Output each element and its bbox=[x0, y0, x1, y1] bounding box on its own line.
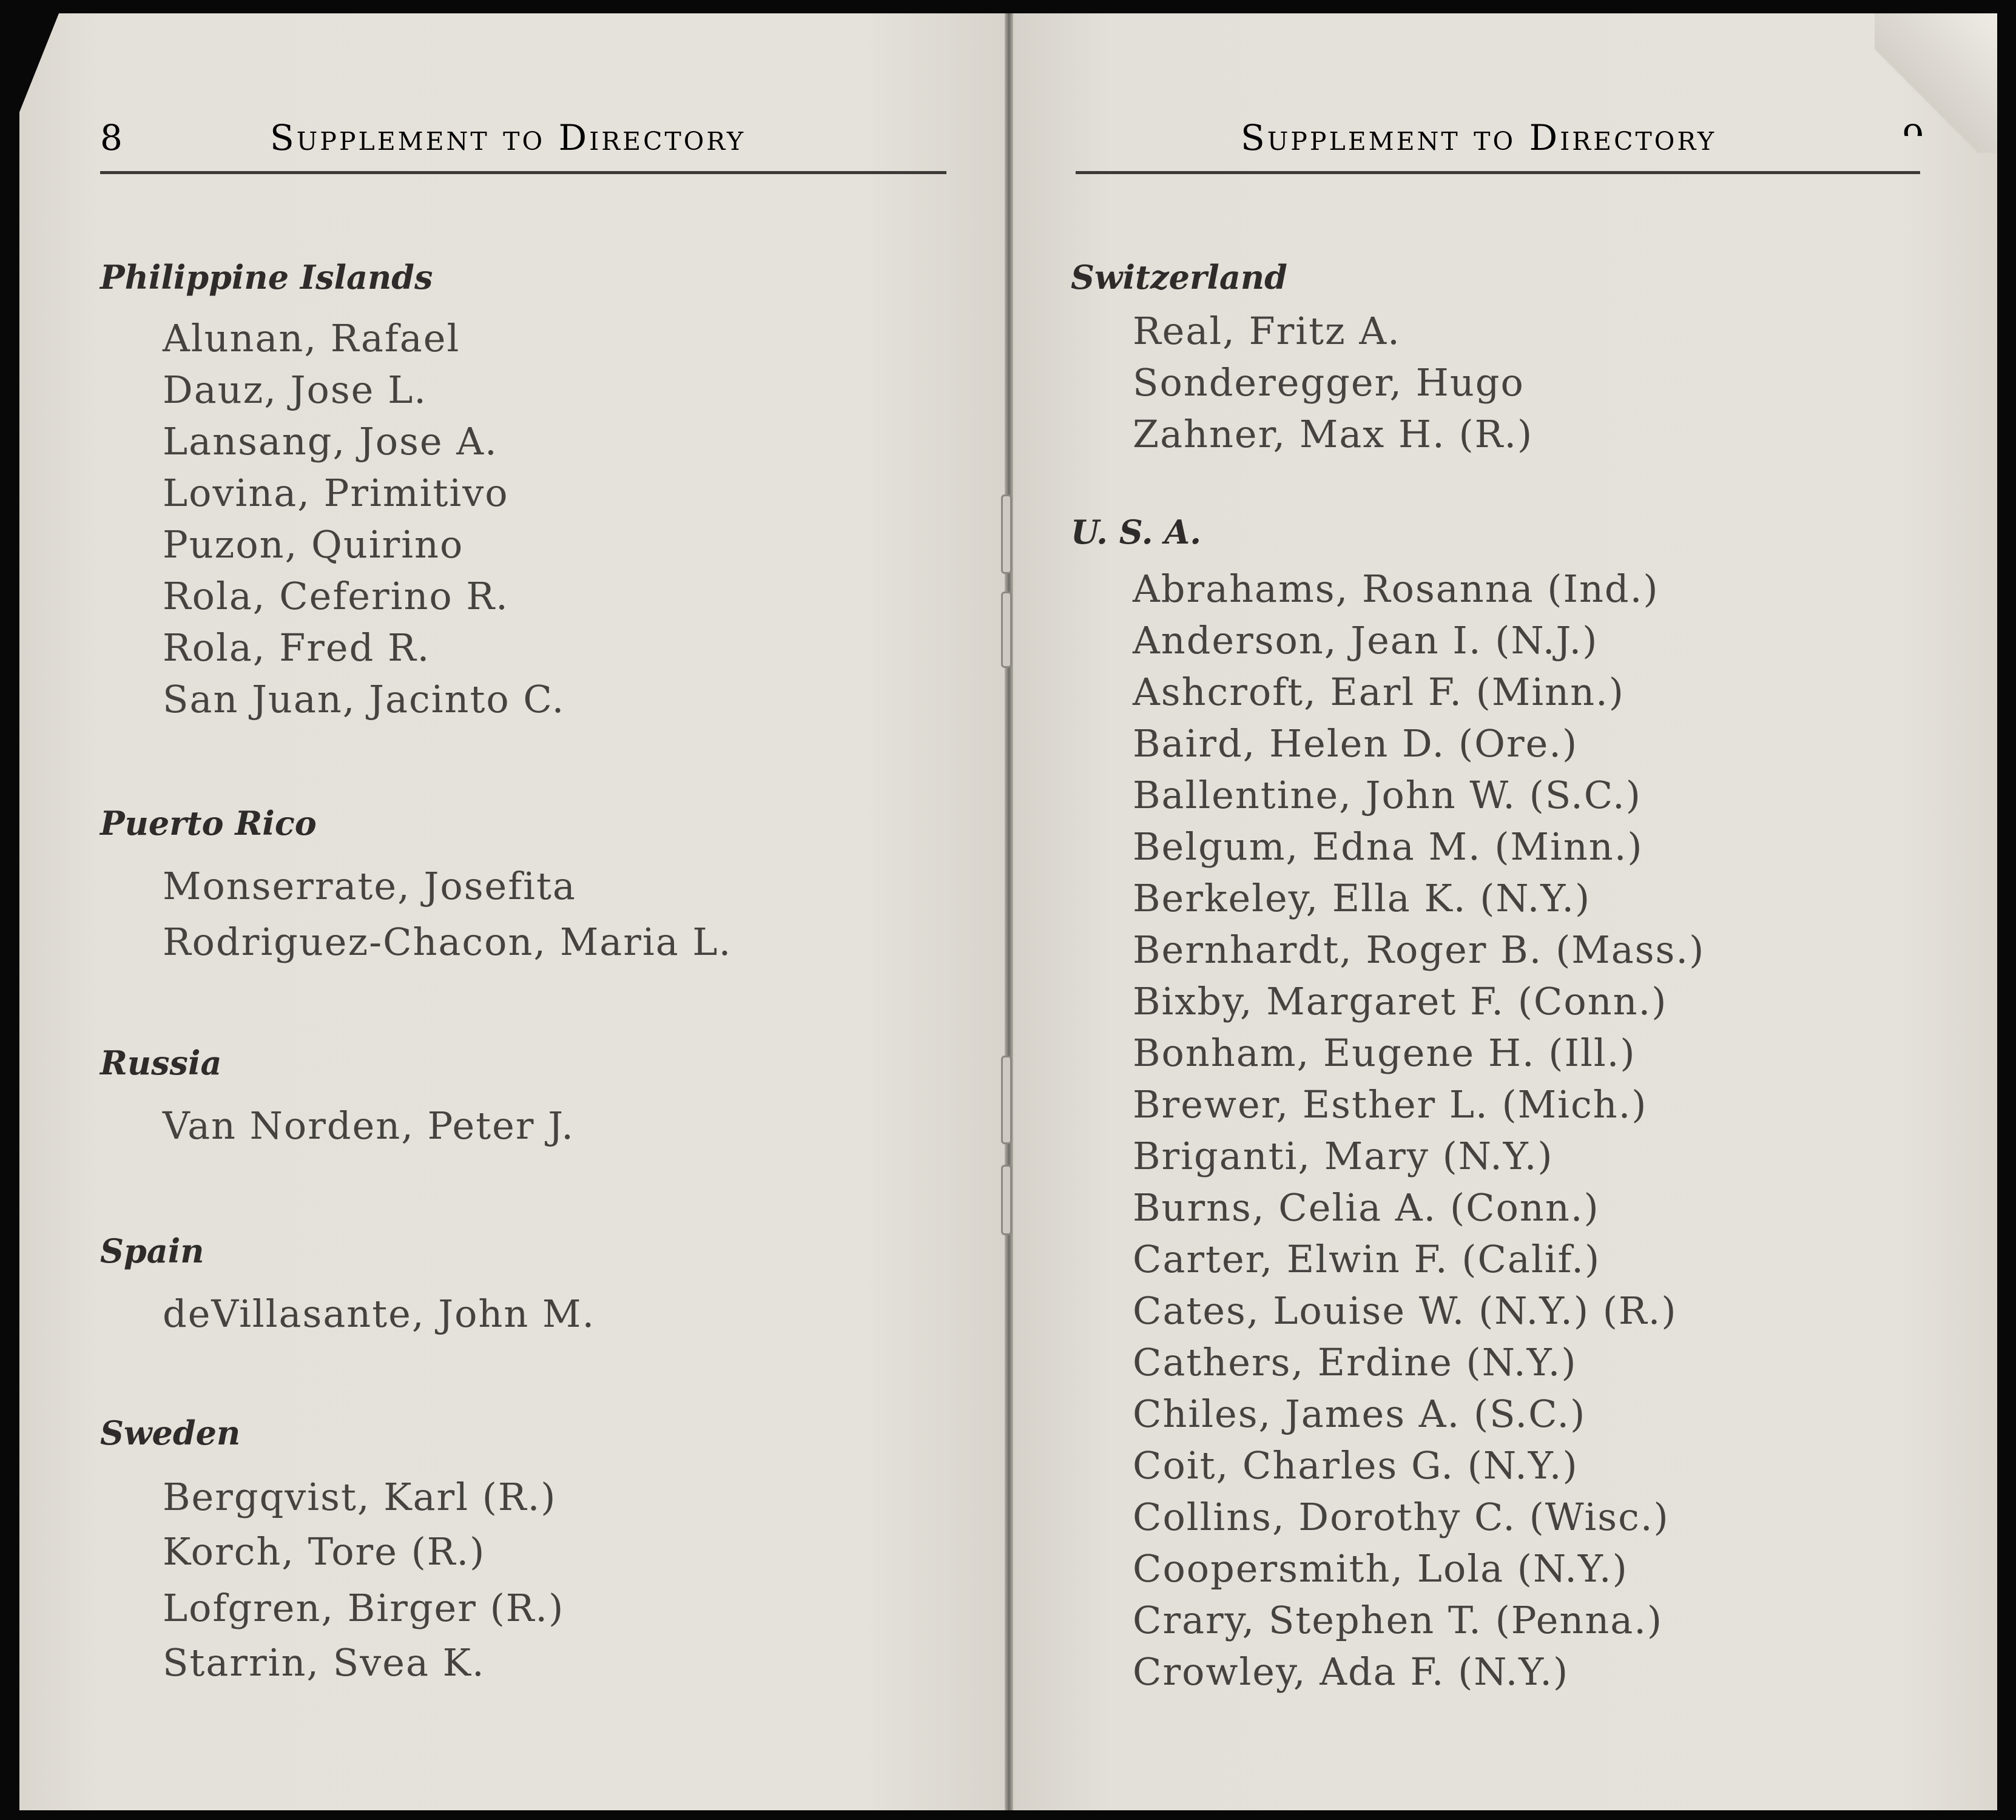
section-heading-philippine-islands: Philippine Islands bbox=[100, 258, 433, 297]
directory-entry: Zahner, Max H. (R.) bbox=[1133, 412, 1534, 456]
directory-entry: Coopersmith, Lola (N.Y.) bbox=[1133, 1546, 1628, 1591]
directory-entry: Ashcroft, Earl F. (Minn.) bbox=[1133, 670, 1625, 714]
right-header-rule bbox=[1076, 171, 1920, 174]
section-heading-russia: Russia bbox=[100, 1043, 222, 1082]
directory-entry: Crary, Stephen T. (Penna.) bbox=[1133, 1598, 1664, 1642]
directory-entry: Bergqvist, Karl (R.) bbox=[163, 1475, 557, 1519]
staple-top-lower bbox=[1001, 592, 1012, 668]
section-heading-puerto-rico: Puerto Rico bbox=[100, 804, 317, 843]
directory-entry: Crowley, Ada F. (N.Y.) bbox=[1133, 1650, 1569, 1694]
left-page-number: 8 bbox=[100, 117, 125, 158]
directory-entry: deVillasante, John M. bbox=[163, 1292, 596, 1336]
directory-entry: Lansang, Jose A. bbox=[163, 419, 498, 463]
directory-entry: Carter, Elwin F. (Calif.) bbox=[1133, 1237, 1601, 1281]
directory-entry: Dauz, Jose L. bbox=[163, 368, 427, 412]
staple-top bbox=[1001, 494, 1012, 574]
staple-bottom bbox=[1001, 1056, 1012, 1144]
directory-entry: Lovina, Primitivo bbox=[163, 471, 509, 515]
directory-entry: Abrahams, Rosanna (Ind.) bbox=[1133, 567, 1659, 611]
directory-entry: Rola, Ceferino R. bbox=[163, 574, 509, 618]
directory-entry: Baird, Helen D. (Ore.) bbox=[1133, 721, 1579, 766]
directory-entry: Rola, Fred R. bbox=[163, 625, 431, 670]
left-running-head: Supplement to Directory bbox=[270, 117, 746, 158]
section-heading-switzerland: Switzerland bbox=[1071, 258, 1287, 297]
section-heading-spain: Spain bbox=[100, 1232, 204, 1270]
directory-entry: San Juan, Jacinto C. bbox=[163, 677, 565, 721]
directory-entry: Lofgren, Birger (R.) bbox=[163, 1586, 565, 1630]
directory-entry: Korch, Tore (R.) bbox=[163, 1529, 486, 1574]
directory-entry: Cates, Louise W. (N.Y.) (R.) bbox=[1133, 1289, 1677, 1333]
directory-entry: Starrin, Svea K. bbox=[163, 1640, 485, 1685]
directory-entry: Alunan, Rafael bbox=[163, 316, 460, 360]
directory-entry: Bonham, Eugene H. (Ill.) bbox=[1133, 1031, 1636, 1075]
directory-entry: Van Norden, Peter J. bbox=[163, 1104, 575, 1148]
directory-entry: Belgum, Edna M. (Minn.) bbox=[1133, 824, 1643, 869]
section-heading-usa: U. S. A. bbox=[1071, 513, 1202, 551]
directory-entry: Chiles, James A. (S.C.) bbox=[1133, 1392, 1586, 1436]
left-header-rule bbox=[100, 171, 946, 174]
directory-entry: Cathers, Erdine (N.Y.) bbox=[1133, 1340, 1577, 1384]
staple-bottom-lower bbox=[1001, 1165, 1012, 1235]
directory-entry: Brewer, Esther L. (Mich.) bbox=[1133, 1082, 1648, 1127]
directory-entry: Berkeley, Ella K. (N.Y.) bbox=[1133, 876, 1591, 920]
directory-entry: Ballentine, John W. (S.C.) bbox=[1133, 773, 1642, 817]
directory-entry: Bixby, Margaret F. (Conn.) bbox=[1133, 979, 1668, 1023]
section-heading-sweden: Sweden bbox=[100, 1414, 241, 1452]
directory-entry: Real, Fritz A. bbox=[1133, 309, 1401, 353]
right-running-head: Supplement to Directory bbox=[1241, 117, 1717, 158]
folded-corner bbox=[1875, 13, 1997, 153]
directory-entry: Briganti, Mary (N.Y.) bbox=[1133, 1134, 1554, 1178]
book-gutter bbox=[1005, 13, 1013, 1810]
directory-entry: Bernhardt, Roger B. (Mass.) bbox=[1133, 928, 1705, 972]
directory-entry: Coit, Charles G. (N.Y.) bbox=[1133, 1443, 1579, 1488]
directory-entry: Monserrate, Josefita bbox=[163, 864, 576, 908]
directory-entry: Anderson, Jean I. (N.J.) bbox=[1133, 618, 1599, 662]
directory-entry: Burns, Celia A. (Conn.) bbox=[1133, 1185, 1600, 1230]
directory-entry: Sonderegger, Hugo bbox=[1133, 360, 1525, 405]
directory-entry: Puzon, Quirino bbox=[163, 522, 464, 567]
directory-entry: Collins, Dorothy C. (Wisc.) bbox=[1133, 1495, 1670, 1539]
directory-entry: Rodriguez-Chacon, Maria L. bbox=[163, 920, 732, 964]
